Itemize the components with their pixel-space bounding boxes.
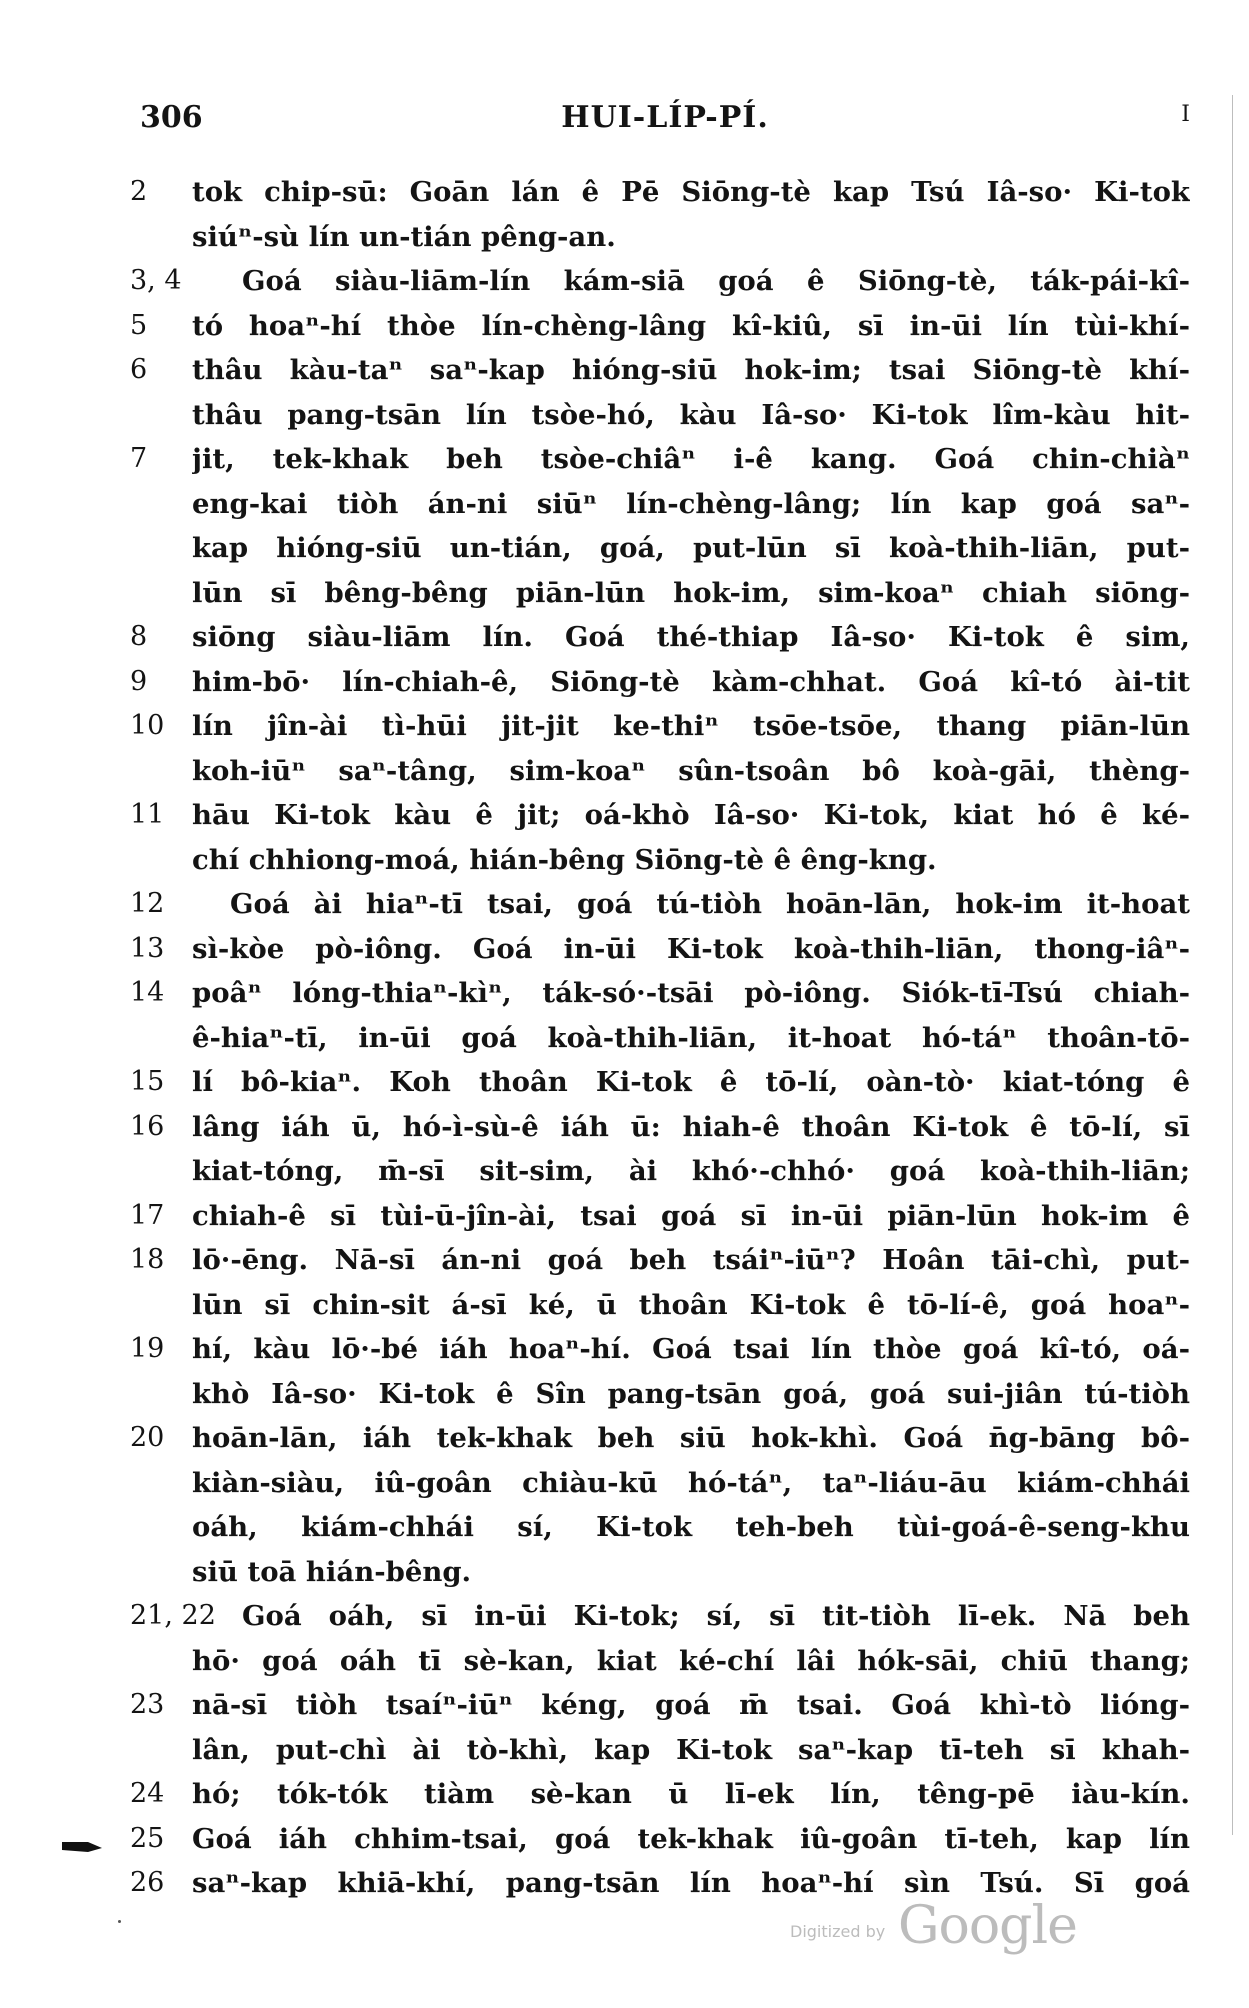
verse-number: 17 xyxy=(130,1199,165,1231)
text-line xyxy=(130,304,1190,349)
line-text: him-bō· lín-chiah-ê, Siōng-tè kàm-chhat. Goá kî-tó ài-tit xyxy=(192,665,1190,698)
text-line xyxy=(130,571,1190,616)
text-line xyxy=(130,348,1190,393)
page-edge-line xyxy=(1232,95,1233,1835)
text-line xyxy=(130,1327,1190,1372)
line-text: Goá siàu-liām-lín kám-siā goá ê Siōng-tè, ták-pái-kî- xyxy=(242,265,1190,297)
line-text: tó hoaⁿ-hí thòe lín-chèng-lâng kî-kiû, sī in-ūi lín tùi-khí- xyxy=(192,309,1190,342)
chapter-mark: I xyxy=(1181,102,1190,127)
line-text: Goá iáh chhim-tsai, goá tek-khak iû-goân tī-teh, kap lín xyxy=(192,1822,1190,1855)
text-line xyxy=(130,259,1190,304)
verse-number: 11 xyxy=(130,799,165,830)
line-text: tok chip-sū: Goān lán ê Pē Siōng-tè kap Tsú Iâ-so· Ki-tok xyxy=(192,176,1190,208)
text-line xyxy=(130,437,1190,482)
text-line xyxy=(130,1550,1190,1595)
text-line xyxy=(130,1105,1190,1150)
text-line xyxy=(130,1372,1190,1417)
line-text: siū toā hián-bêng. xyxy=(192,1555,472,1588)
line-text: jit, tek-khak beh tsòe-chiâⁿ i-ê kang. Goá chin-chiàⁿ xyxy=(192,443,1190,475)
line-text: lín jîn-ài tì-hūi jit-jit ke-thiⁿ tsōe-tsōe, thang piān-lūn xyxy=(192,710,1190,742)
digitization-watermark xyxy=(790,1896,1077,1960)
line-text: kiat-tóng, m̄-sī sit-sim, ài khó·-chhó· goá koà-thih-liān; xyxy=(192,1155,1190,1187)
verse-number: 23 xyxy=(130,1689,165,1720)
text-line xyxy=(130,1639,1190,1684)
verse-number: 6 xyxy=(130,354,148,385)
line-text: lâng iáh ū, hó-ì-sù-ê iáh ū: hiah-ê thoân Ki-tok ê tō-lí, sī xyxy=(192,1110,1190,1143)
text-line xyxy=(130,1505,1190,1550)
text-line xyxy=(130,660,1190,705)
text-line xyxy=(130,1416,1190,1461)
line-text: nā-sī tiòh tsaíⁿ-iūⁿ kéng, goá m̄ tsai. Goá khì-tò lióng- xyxy=(192,1689,1190,1721)
verse-number: 25 xyxy=(130,1822,165,1854)
text-line xyxy=(130,1817,1190,1862)
verse-number: 8 xyxy=(130,621,148,652)
line-text: hāu Ki-tok kàu ê jit; oá-khò Iâ-so· Ki-tok, kiat hó ê ké- xyxy=(192,799,1190,831)
verse-number: 21, 22 xyxy=(130,1600,216,1631)
line-text: Goá ài hiaⁿ-tī tsai, goá tú-tiòh hoān-lān, hok-im it-hoat xyxy=(230,888,1190,920)
text-line xyxy=(130,927,1190,972)
line-text: eng-kai tiòh án-ni siūⁿ lín-chèng-lâng; lín kap goá saⁿ- xyxy=(192,487,1190,520)
page-number: 306 xyxy=(140,100,203,135)
verse-number: 13 xyxy=(130,932,165,964)
verse-number: 15 xyxy=(130,1066,165,1097)
google-logo: Google xyxy=(898,1896,1077,1956)
line-text: ê-hiaⁿ-tī, in-ūi goá koà-thih-liān, it-hoat hó-táⁿ thoân-tō- xyxy=(192,1021,1190,1054)
text-line xyxy=(130,1728,1190,1773)
text-line xyxy=(130,215,1190,260)
text-line xyxy=(130,1594,1190,1639)
verse-number: 12 xyxy=(130,888,165,919)
verse-number: 19 xyxy=(130,1333,165,1364)
text-line xyxy=(130,615,1190,660)
verse-number: 3, 4 xyxy=(130,265,182,296)
line-text: lân, put-chì ài tò-khì, kap Ki-tok saⁿ-kap tī-teh sī khah- xyxy=(192,1733,1190,1766)
text-line xyxy=(130,1016,1190,1061)
line-text: hí, kàu lō·-bé iáh hoaⁿ-hí. Goá tsai lín thòe goá kî-tó, oá- xyxy=(192,1333,1190,1365)
line-text: saⁿ-kap khiā-khí, pang-tsān lín hoaⁿ-hí sìn Tsú. Sī goá xyxy=(192,1867,1190,1899)
line-text: chí chhiong-moá, hián-bêng Siōng-tè ê êng-kng. xyxy=(192,843,937,876)
line-text: siōng siàu-liām lín. Goá thé-thiap Iâ-so· Ki-tok ê sim, xyxy=(192,621,1190,653)
verse-number: 24 xyxy=(130,1778,165,1809)
text-line xyxy=(130,1060,1190,1105)
line-text: kap hióng-siū un-tián, goá, put-lūn sī koà-thih-liān, put- xyxy=(192,532,1190,564)
page-header xyxy=(140,100,1190,150)
line-text: hoān-lān, iáh tek-khak beh siū hok-khì. Goá n̄g-bāng bô- xyxy=(192,1422,1190,1454)
text-line xyxy=(130,749,1190,794)
verse-number: 10 xyxy=(130,710,165,741)
line-text: thâu kàu-taⁿ saⁿ-kap hióng-siū hok-im; tsai Siōng-tè khí- xyxy=(192,354,1190,386)
line-text: oáh, kiám-chhái sí, Ki-tok teh-beh tùi-goá-ê-seng-khu xyxy=(192,1511,1190,1543)
verse-number: 5 xyxy=(130,309,148,341)
running-head: HUI-LÍP-PÍ. xyxy=(561,100,769,135)
line-text: hó; tók-tók tiàm sè-kan ū lī-ek lín, têng-pē iàu-kín. xyxy=(192,1778,1190,1810)
verse-number: 26 xyxy=(130,1867,165,1898)
line-text: koh-iūⁿ saⁿ-tâng, sim-koaⁿ sûn-tsoân bô koà-gāi, thèng- xyxy=(192,754,1190,787)
text-body xyxy=(130,170,1190,1906)
verse-number: 7 xyxy=(130,443,148,474)
text-line xyxy=(130,1149,1190,1194)
text-line xyxy=(130,1683,1190,1728)
line-text: lūn sī chin-sit á-sī ké, ū thoân Ki-tok ê tō-lí-ê, goá hoaⁿ- xyxy=(192,1288,1190,1321)
text-line xyxy=(130,704,1190,749)
text-line xyxy=(130,838,1190,883)
text-line xyxy=(130,793,1190,838)
verse-number: 18 xyxy=(130,1244,165,1275)
verse-number: 2 xyxy=(130,176,148,207)
line-text: siúⁿ-sù lín un-tián pêng-an. xyxy=(192,220,616,253)
verse-number: 16 xyxy=(130,1110,165,1142)
text-line xyxy=(130,1283,1190,1328)
text-line xyxy=(130,1772,1190,1817)
text-line xyxy=(130,1238,1190,1283)
text-line xyxy=(130,482,1190,527)
text-line xyxy=(130,971,1190,1016)
text-line xyxy=(130,1461,1190,1506)
verse-number: 20 xyxy=(130,1422,165,1453)
line-text: khò Iâ-so· Ki-tok ê Sîn pang-tsān goá, goá sui-jiân tú-tiòh xyxy=(192,1377,1190,1410)
text-line xyxy=(130,393,1190,438)
pointer-arrow-icon xyxy=(62,1840,102,1852)
line-text: Goá oáh, sī in-ūi Ki-tok; sí, sī tit-tiòh lī-ek. Nā beh xyxy=(242,1600,1190,1632)
line-text: sì-kòe pò-iông. Goá in-ūi Ki-tok koà-thih-liān, thong-iâⁿ- xyxy=(192,932,1190,965)
line-text: poâⁿ lóng-thiaⁿ-kìⁿ, ták-só·-tsāi pò-iông. Siók-tī-Tsú chiah- xyxy=(192,977,1190,1009)
text-line xyxy=(130,882,1190,927)
verse-number: 9 xyxy=(130,665,148,697)
line-text: lō·-ēng. Nā-sī án-ni goá beh tsáiⁿ-iūⁿ? Hoân tāi-chì, put- xyxy=(192,1244,1190,1276)
line-text: lūn sī bêng-bêng piān-lūn hok-im, sim-koaⁿ chiah siōng- xyxy=(192,576,1190,609)
line-text: hō· goá oáh tī sè-kan, kiat ké-chí lâi hók-sāi, chiū thang; xyxy=(192,1644,1190,1677)
digitized-by-label: Digitized by xyxy=(790,1922,886,1941)
line-text: lí bô-kiaⁿ. Koh thoân Ki-tok ê tō-lí, oàn-tò· kiat-tóng ê xyxy=(192,1066,1190,1098)
line-text: thâu pang-tsān lín tsòe-hó, kàu Iâ-so· Ki-tok lîm-kàu hit- xyxy=(192,398,1190,431)
line-text: kiàn-siàu, iû-goân chiàu-kū hó-táⁿ, taⁿ-liáu-āu kiám-chhái xyxy=(192,1466,1190,1499)
margin-dot xyxy=(118,1920,121,1923)
text-line xyxy=(130,170,1190,215)
line-text: chiah-ê sī tùi-ū-jîn-ài, tsai goá sī in-ūi piān-lūn hok-im ê xyxy=(192,1199,1190,1232)
verse-number: 14 xyxy=(130,977,165,1008)
text-line xyxy=(130,1194,1190,1239)
text-line xyxy=(130,526,1190,571)
